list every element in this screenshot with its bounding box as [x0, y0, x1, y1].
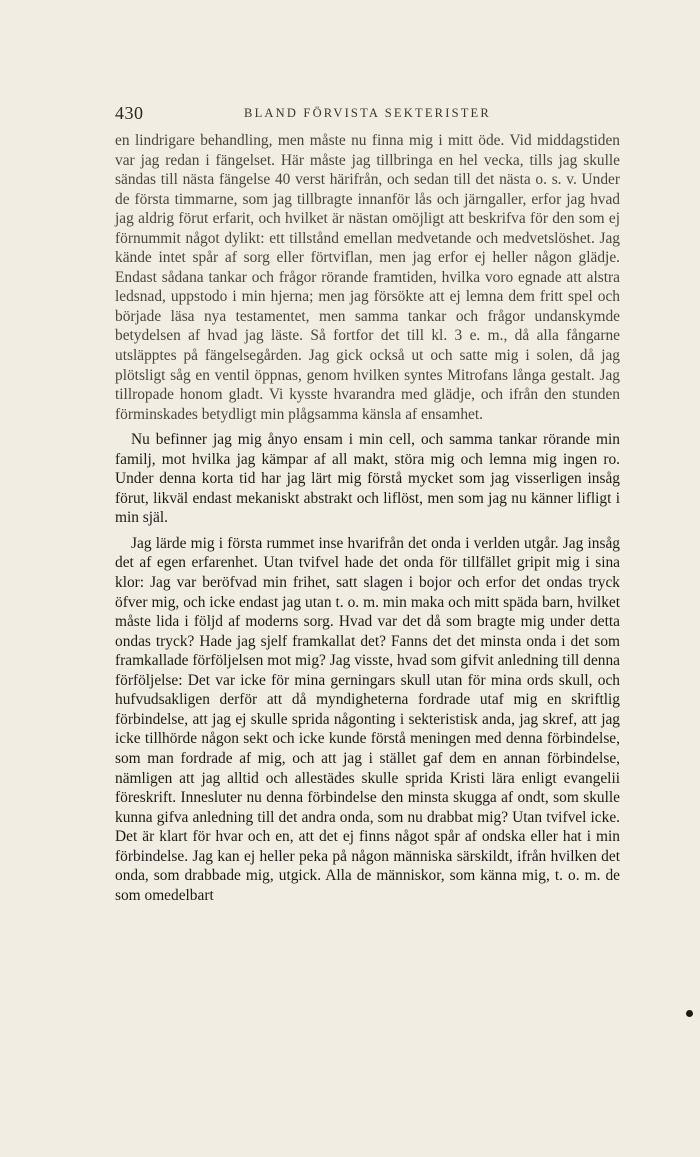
page-number: 430	[115, 103, 144, 123]
paragraph: Nu befinner jag mig ånyo ensam i min cell, och samma tankar rörande min familj, mot hvilka jag kämpar af all makt, störa mig och lemna mig ingen ro. Under denna korta tid har jag lärt mig förstå mycket som jag visserligen insåg förut, likväl endast mekaniskt abstrakt och liflöst, men som jag nu känner lifligt i min själ.	[115, 431, 620, 527]
page-header	[115, 103, 620, 125]
ink-speck	[686, 1010, 693, 1017]
body-text	[115, 131, 620, 905]
running-head: BLAND FÖRVISTA SEKTERISTER	[244, 106, 491, 120]
paragraph: Jag lärde mig i första rummet inse hvarifrån det onda i verlden utgår. Jag insåg det af egen erfarenhet. Utan tvifvel hade det onda för tillfället gripit mig i sina klor: Jag var beröfvad min frihet, satt slagen i bojor och erfor det ondas tryck öfver mig, och icke endast jag utan t. o. m. min maka och mitt späda barn, hvilket måste lida i följd af moderns sorg. Hvad var det då som bragte mig under detta ondas tryck? Hade jag sjelf framkallat det? Fanns det det minsta onda i det som framkallade förföljelsen mot mig? Jag visste, hvad som gifvit anledning till denna förföljelse: Det var icke för mina gerningars skull utan för mina ords skull, och hufvudsakligen derför att då myndigheterna fordrade utaf mig en skriftlig förbindelse, att jag ej skulle sprida någonting i sekteristisk anda, jag skref, att jag icke tillhörde någon sekt och icke kunde förstå meningen med denna förbindelse, som man fordrade af mig, och att jag i stället gaf dem en annan förbindelse, nämligen att jag alltid och allestädes skulle sprida Kristi lära enligt evangelii föreskrift. Innesluter nu denna förbindelse den minsta skugga af ondt, som skulle kunna gifva anledning till det andra onda, som nu drabbat mig? Utan tvifvel icke. Det är klart för hvar och en, att det ej finns något spår af ondska eller hat i min förbindelse. Jag kan ej heller peka på någon människa särskildt, ifrån hvilken det onda, som drabbade mig, utgick. Alla de människor, som känna mig, t. o. m. de som omedelbart	[115, 534, 620, 904]
paragraph: en lindrigare behandling, men måste nu finna mig i mitt öde. Vid middagstiden var jag redan i fängelset. Här måste jag tillbringa en hel vecka, tills jag skulle sändas till nästa fängelse 40 verst härifrån, och sedan till det nästa o. s. v. Under de första timmarne, som jag tillbragte innanför lås och järngaller, erfor jag hvad jag aldrig förut erfarit, och hvilket är nästan omöjligt att beskrifva för den som ej förnummit något dylikt: ett tillstånd emellan medvetande och medvetslöshet. Jag kände intet spår af sorg eller förtviflan, men jag erfor ej heller någon glädje. Endast sådana tankar och frågor rörande framtiden, hvilka voro egnade att alstra ledsnad, uppstodo i min hjerna; men jag försökte att ej lemna dem fritt spel och började läsa nya testamentet, men samma tankar och frågor undanskymde betydelsen af hvad jag läste. Så fortfor det till kl. 3 e. m., då alla fångarne utsläpptes på fängelsegården. Jag gick också ut och satte mig i solen, då jag plötsligt såg en ventil öppnas, genom hvilken syntes Mitrofans långa gestalt. Jag tillropade honom gladt. Vi kysste hvarandra med glädje, och ifrån den stunden förminskades betydligt min plågsamma känsla af ensamhet.	[115, 132, 620, 423]
